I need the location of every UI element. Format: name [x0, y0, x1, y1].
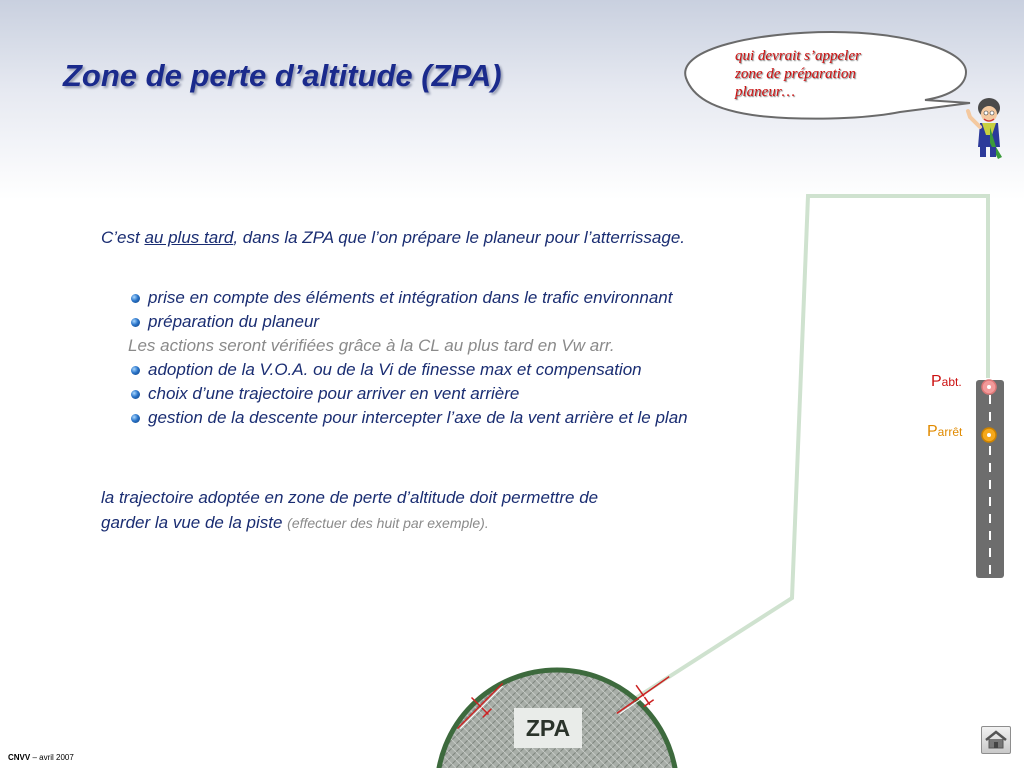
- list-item: préparation du planeur: [128, 310, 688, 334]
- slide-title: Zone de perte d’altitude (ZPA): [63, 58, 502, 93]
- list-item: choix d’une trajectoire pour arriver en vent arrière: [128, 382, 688, 406]
- intro-text: C’est au plus tard, dans la ZPA que l’on prépare le planeur pour l’atterrissage.: [101, 228, 686, 247]
- parret-label: Parrêt: [927, 423, 963, 440]
- speech-bubble-text: qui devrait s’appeler zone de préparation planeur…: [735, 48, 861, 100]
- flight-path: [636, 196, 988, 698]
- home-button[interactable]: [981, 726, 1011, 754]
- zpa-label: ZPA: [514, 708, 582, 748]
- list-item: gestion de la descente pour intercepter l’axe de la vent arrière et le plan: [128, 406, 688, 430]
- conclusion-text: la trajectoire adoptée en zone de perte d’altitude doit permettre de garder la vue de la piste (effectuer des huit par exemple).: [101, 488, 599, 532]
- list-item: adoption de la V.O.A. ou de la Vi de finesse max et compensation: [128, 358, 688, 382]
- list-item: prise en compte des éléments et intégration dans le trafic environnant: [128, 286, 688, 310]
- checklist-note: Les actions seront vérifiées grâce à la CL au plus tard en Vw arr.: [128, 336, 615, 355]
- pabt-label: Pabt.: [931, 373, 962, 390]
- home-icon: [982, 727, 1010, 753]
- footer: CNVV – avril 2007: [8, 753, 74, 762]
